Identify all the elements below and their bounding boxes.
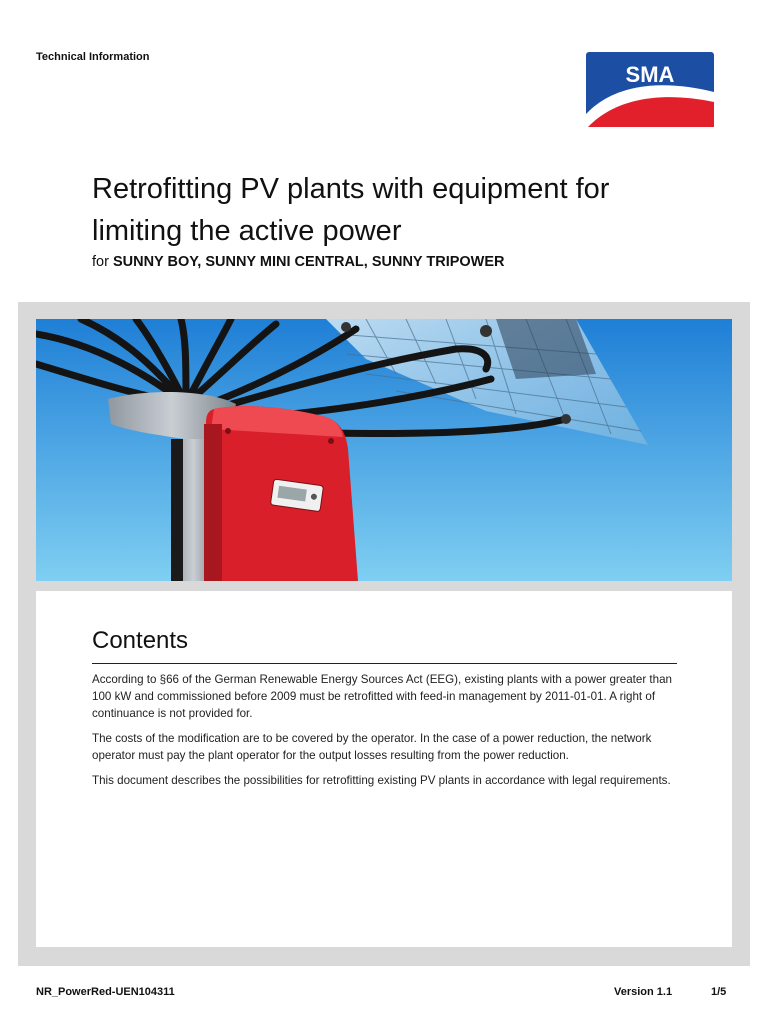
subtitle-prefix: for <box>92 254 113 270</box>
document-type-label: Technical Information <box>36 51 150 63</box>
document-subtitle <box>92 254 505 270</box>
logo-text: SMA <box>625 62 675 87</box>
paragraph-costs: The costs of the modification are to be covered by the operator. In the case of a power reduction, the network operator must pay the plant operator for the output losses resulting from the power reduction. <box>92 732 652 762</box>
contents-heading: Contents <box>92 627 189 654</box>
heading-rule <box>92 663 677 664</box>
document-title: Retrofitting PV plants with equipment for limiting the active power <box>92 173 610 247</box>
sma-logo <box>586 52 714 127</box>
page-number: 1/5 <box>711 986 727 998</box>
contents-section <box>36 591 732 947</box>
contents-body <box>92 671 684 797</box>
subtitle-products: SUNNY BOY, SUNNY MINI CENTRAL, SUNNY TRIPOWER <box>112 254 505 270</box>
paragraph-scope: This document describes the possibilities for retrofitting existing PV plants in accordance with legal requirements. <box>92 774 671 787</box>
document-code: NR_PowerRed-UEN104311 <box>36 986 175 998</box>
paragraph-eeg: According to §66 of the German Renewable Energy Sources Act (EEG), existing plants with a power greater than 100 kW and commissioned before 2009 must be retrofitted with feed-in management by 2011-01-01. A right of continuance is not provided for. <box>92 673 672 720</box>
hero-image <box>36 319 732 581</box>
document-version: Version 1.1 <box>614 986 673 998</box>
